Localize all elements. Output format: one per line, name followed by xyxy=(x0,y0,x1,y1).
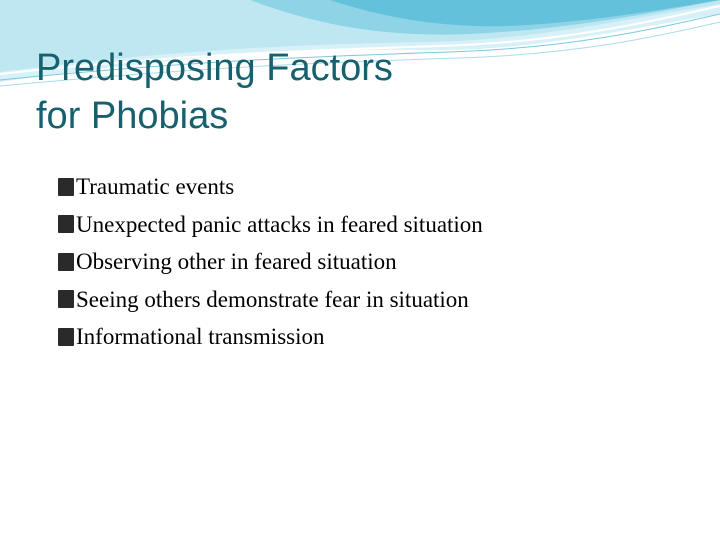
missing-glyph-icon xyxy=(58,215,74,233)
slide-title-line: for Phobias xyxy=(36,95,229,137)
bullet-text: Traumatic events xyxy=(76,174,235,199)
missing-glyph-icon xyxy=(58,253,74,271)
missing-glyph-icon xyxy=(58,290,74,308)
bullet-item xyxy=(58,281,483,319)
bullet-list xyxy=(58,168,483,356)
missing-glyph-icon xyxy=(58,328,74,346)
bullet-text: Informational transmission xyxy=(76,324,325,349)
bullet-item xyxy=(58,318,483,356)
bullet-item xyxy=(58,243,483,281)
missing-glyph-icon xyxy=(58,178,74,196)
bullet-text: Observing other in feared situation xyxy=(76,249,397,274)
bullet-text: Unexpected panic attacks in feared situation xyxy=(76,211,483,237)
bullet-item xyxy=(58,168,483,206)
slide-title-line: Predisposing Factors xyxy=(36,47,393,89)
bullet-item xyxy=(58,206,483,244)
bullet-text: Seeing others demonstrate fear in situation xyxy=(76,286,469,312)
slide-title xyxy=(36,44,393,140)
